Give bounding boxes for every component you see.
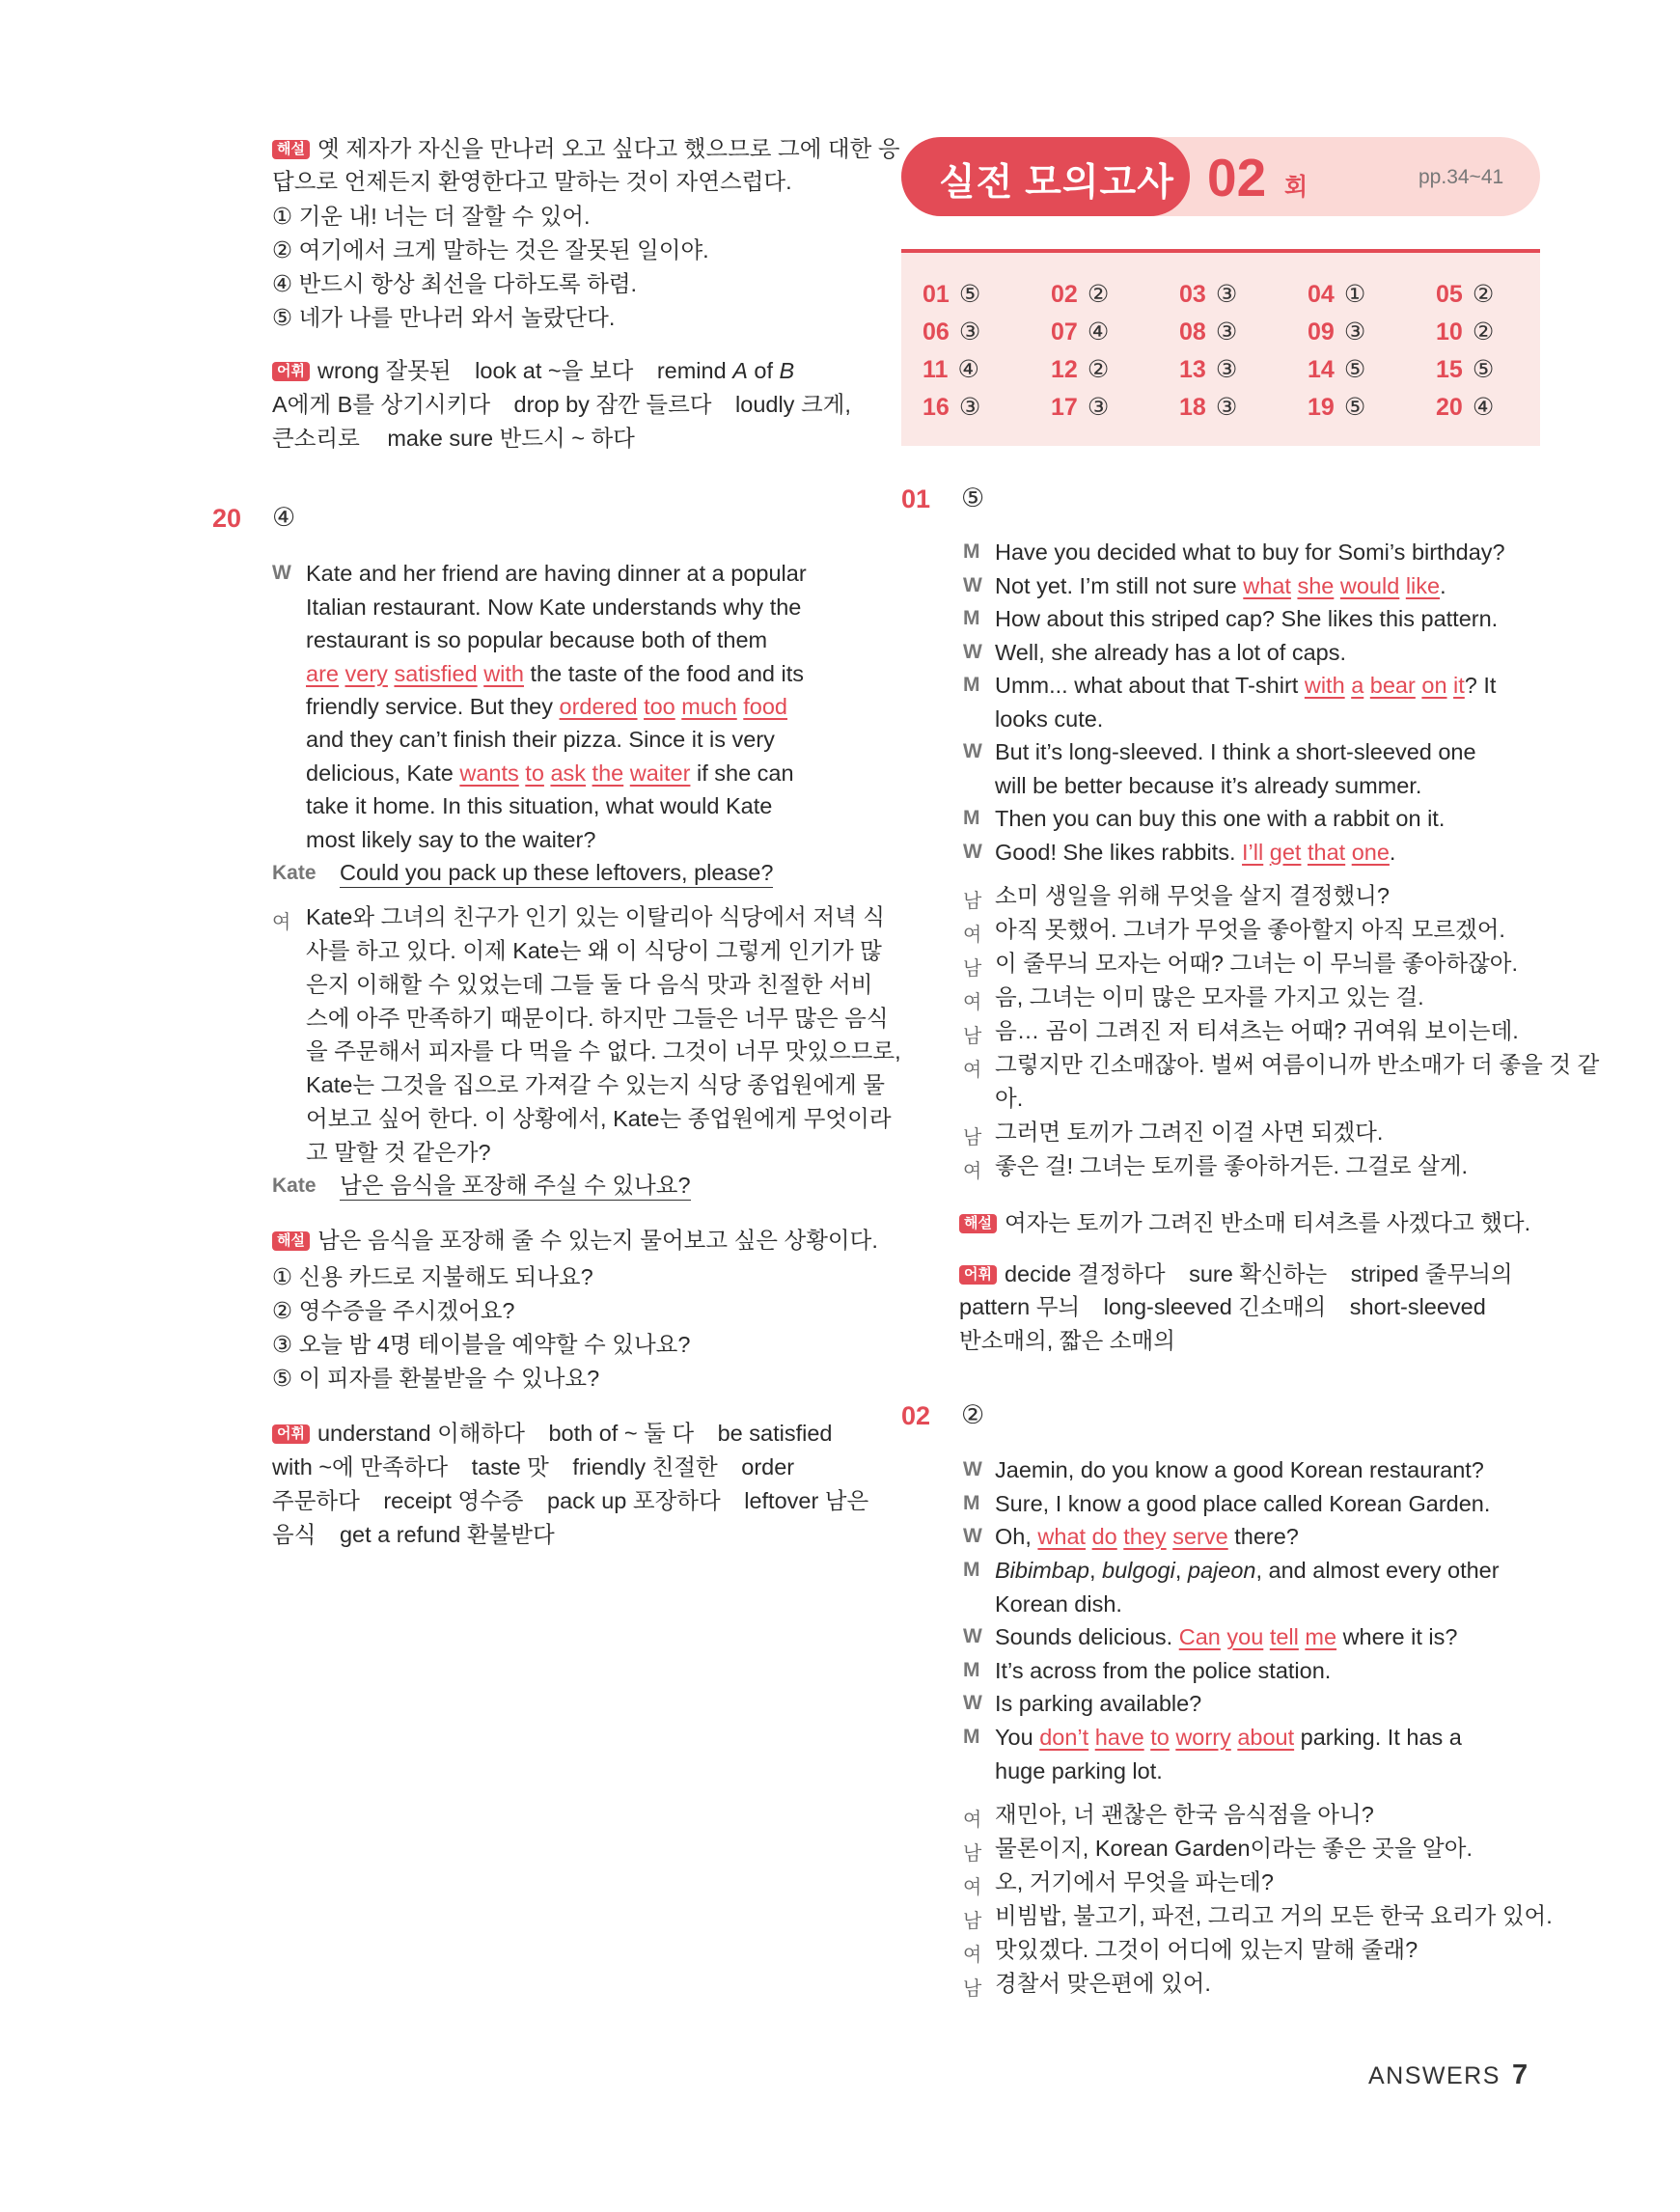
korean-line: 그러면 토끼가 그려진 이걸 사면 되겠다. [995, 1120, 1384, 1145]
answer-key-number: 05 [1436, 281, 1463, 308]
korean-speaker: 여 [963, 1877, 982, 1898]
korean-line: 음… 곰이 그려진 저 티셔츠는 어때? 귀여워 보이는데. [995, 1018, 1519, 1043]
answer-key-choice: ④ [1472, 394, 1495, 421]
vocab-tag: 어휘 [272, 362, 310, 381]
dialogue-line: Sounds delicious. Can you tell me where it is? [995, 1624, 1458, 1649]
banner-number: 02 [1207, 148, 1267, 207]
answer-key-item [1051, 280, 1109, 309]
answer-key-number: 04 [1308, 281, 1335, 308]
answer-key-number: 19 [1308, 394, 1335, 421]
vocab-line3: 주문하다 receipt 영수증 pack up 포장하다 leftover 남은 [272, 1488, 869, 1513]
explanation-tag: 해설 [272, 140, 310, 159]
vocab-line4: 음식 get a refund 환불받다 [272, 1522, 555, 1547]
dialogue-line: Have you decided what to buy for Somi’s birthday? [995, 539, 1505, 565]
speaker-label: W [963, 1458, 982, 1480]
dialogue-line: Good! She likes rabbits. I’ll get that one. [995, 840, 1396, 865]
speaker-label: M [963, 1559, 980, 1581]
answer-key-number: 09 [1308, 318, 1335, 346]
speaker-label: W [963, 1625, 982, 1647]
korean-speaker: 남 [963, 1843, 982, 1865]
vocab-line3: 반소매의, 짧은 소매의 [959, 1328, 1175, 1353]
dialogue-line: Bibimbap, bulgogi, pajeon, and almost every other [995, 1558, 1500, 1583]
kate-label: Kate [272, 862, 317, 884]
dialogue-line: Is parking available? [995, 1691, 1202, 1716]
speaker-label: W [963, 574, 982, 596]
choice: ① 신용 카드로 지불해도 되나요? [272, 1264, 593, 1289]
dialogue-line: Umm... what about that T-shirt with a bear on it? It [995, 673, 1497, 698]
dialogue-line: But it’s long-sleeved. I think a short-sleeved one [995, 739, 1476, 764]
dialogue-line: It’s across from the police station. [995, 1658, 1332, 1683]
korean-speaker: 남 [963, 1026, 982, 1047]
answer-key-item [1051, 393, 1109, 422]
dialogue-line: huge parking lot. [995, 1758, 1163, 1783]
dialogue-line: Korean dish. [995, 1591, 1122, 1617]
banner-title: 실전 모의고사 [939, 162, 1174, 204]
answer-key-item [1308, 280, 1365, 309]
answer-key-number: 16 [923, 394, 950, 421]
prev-explanation-line2: 답으로 언제든지 환영한다고 말하는 것이 자연스럽다. [272, 169, 792, 194]
passage-line: Kate and her friend are having dinner at a popular [306, 561, 807, 586]
korean-speaker: 여 [963, 1161, 982, 1182]
prev-choice: ④ 반드시 항상 최선을 다하도록 하렴. [272, 271, 638, 296]
dialogue-line: You don’t have to worry about parking. It has a [995, 1725, 1462, 1750]
question-answer: ② [961, 1400, 985, 1429]
prev-explanation-line1: 해설 옛 제자가 자신을 만나러 오고 싶다고 했으므로 그에 대한 응 [272, 135, 900, 162]
speaker-label: W [963, 740, 982, 762]
answer-key-number: 13 [1179, 356, 1206, 383]
prev-vocab-line3: 큰소리로 make sure 반드시 ~ 하다 [272, 426, 635, 451]
korean-speaker: 여 [963, 992, 982, 1013]
korean-line: 재민아, 너 괜찮은 한국 음식점을 아니? [995, 1802, 1374, 1827]
answer-key-item [1308, 393, 1365, 422]
answer-key-number: 12 [1051, 356, 1078, 383]
answer-key-item [923, 280, 980, 309]
dialogue-line: How about this striped cap? She likes this pattern. [995, 606, 1499, 631]
korean-label: 여 [272, 912, 291, 933]
korean-line: 오, 거기에서 무엇을 파는데? [995, 1869, 1274, 1894]
answer-key-item [1179, 355, 1237, 384]
explanation-tag: 해설 [959, 1214, 997, 1233]
kate-answer: Could you pack up these leftovers, please? [340, 859, 773, 886]
answer-key-choice: ⑤ [1343, 356, 1366, 383]
speaker-label: M [963, 540, 980, 563]
answer-key-number: 06 [923, 318, 950, 346]
answer-key-item [1436, 318, 1494, 346]
answer-key-item [923, 393, 980, 422]
passage-line: friendly service. But they ordered too much food [306, 694, 788, 719]
korean-line: 경찰서 맞은편에 있어. [995, 1971, 1211, 1996]
dialogue-line: Not yet. I’m still not sure what she would like. [995, 573, 1446, 598]
answer-key-item [1051, 355, 1109, 384]
answer-key-number: 02 [1051, 281, 1078, 308]
speaker-label: W [272, 562, 291, 584]
answer-key-number: 20 [1436, 394, 1463, 421]
dialogue-line: Sure, I know a good place called Korean Garden. [995, 1491, 1491, 1516]
answer-key-item [923, 318, 980, 346]
prev-vocab-line2: A에게 B를 상기시키다 drop by 잠깐 들르다 loudly 크게, [272, 392, 851, 417]
footer-label: ANSWERS [1368, 2062, 1501, 2089]
answer-key-number: 14 [1308, 356, 1335, 383]
korean-line: 은지 이해할 수 있었는데 그들 둘 다 음식 맛과 친절한 서비 [306, 972, 873, 997]
speaker-label: M [963, 607, 980, 629]
question-number: 02 [901, 1401, 931, 1430]
answer-key-choice: ⑤ [1343, 394, 1366, 421]
dialogue-line: will be better because it’s already summer. [995, 773, 1422, 798]
question-answer: ④ [272, 503, 296, 532]
answer-key-choice: ③ [1215, 281, 1238, 308]
korean-line: 사를 하고 있다. 이제 Kate는 왜 이 식당이 그렇게 인기가 많 [306, 938, 882, 963]
korean-speaker: 남 [963, 1127, 982, 1148]
vocab-line1: 어휘 understand 이해하다 both of ~ 둘 다 be satisfied [272, 1420, 832, 1447]
prev-vocab-line1: 어휘 wrong 잘못된 look at ~을 보다 remind A of B [272, 357, 794, 384]
dialogue-line: Oh, what do they serve there? [995, 1524, 1299, 1549]
test-banner [901, 137, 1540, 216]
korean-line: 음, 그녀는 이미 많은 모자를 가지고 있는 걸. [995, 984, 1424, 1009]
speaker-label: W [963, 841, 982, 863]
choice: ⑤ 이 피자를 환불받을 수 있나요? [272, 1366, 600, 1391]
page-number: 7 [1512, 2060, 1529, 2090]
answer-key-choice: ② [1087, 281, 1110, 308]
banner-suffix: 회 [1284, 174, 1308, 201]
vocab-tag: 어휘 [272, 1424, 310, 1444]
korean-line: Kate와 그녀의 친구가 인기 있는 이탈리아 식당에서 저녁 식 [306, 904, 885, 929]
speaker-label: M [963, 1659, 980, 1681]
answer-key-choice: ③ [958, 394, 981, 421]
prev-choice: ① 기운 내! 너는 더 잘할 수 있어. [272, 204, 591, 229]
answer-key-choice: ③ [1215, 318, 1238, 346]
korean-line: 그렇지만 긴소매잖아. 벌써 여름이니까 반소매가 더 좋을 것 같 [995, 1052, 1600, 1077]
answer-key-number: 17 [1051, 394, 1078, 421]
banner-pill [901, 137, 1190, 216]
answer-key-number: 11 [923, 356, 949, 383]
korean-line: 소미 생일을 위해 무엇을 살지 결정했니? [995, 883, 1390, 908]
korean-line: Kate는 그것을 집으로 가져갈 수 있는지 식당 종업원에게 물 [306, 1072, 885, 1097]
prev-choice: ② 여기에서 크게 말하는 것은 잘못된 일이야. [272, 237, 709, 263]
answer-key-choice: ⑤ [1472, 356, 1495, 383]
dialogue-line: looks cute. [995, 706, 1104, 732]
answer-key-choice: ② [1087, 356, 1110, 383]
vocab-line1: 어휘 decide 결정하다 sure 확신하는 striped 줄무늬의 [959, 1260, 1513, 1287]
speaker-label: W [963, 641, 982, 663]
korean-speaker: 여 [963, 925, 982, 946]
answer-key-item [1051, 318, 1109, 346]
vocab-line2: pattern 무늬 long-sleeved 긴소매의 short-sleeved [959, 1294, 1486, 1319]
answer-key-item [923, 355, 979, 384]
answer-key-choice: ③ [1087, 394, 1110, 421]
kate-label: Kate [272, 1175, 317, 1197]
passage-line: Italian restaurant. Now Kate understands why the [306, 594, 802, 620]
dialogue-line: Then you can buy this one with a rabbit on it. [995, 806, 1446, 831]
answer-key-item [1436, 355, 1494, 384]
korean-line: 어보고 싶어 한다. 이 상황에서, Kate는 종업원에게 무엇이라 [306, 1106, 892, 1131]
answer-key-item [1179, 318, 1237, 346]
answer-key-number: 10 [1436, 318, 1463, 346]
answer-key-choice: ② [1472, 281, 1495, 308]
answer-key-choice: ⑤ [958, 281, 981, 308]
kate-korean-answer: 남은 음식을 포장해 주실 수 있나요? [340, 1172, 691, 1199]
question-answer: ⑤ [961, 484, 985, 512]
answer-key-number: 03 [1179, 281, 1206, 308]
answer-key-item [1179, 280, 1237, 309]
passage-line: delicious, Kate wants to ask the waiter if she can [306, 760, 794, 786]
answer-key-choice: ② [1472, 318, 1495, 346]
passage-line: restaurant is so popular because both of them [306, 627, 768, 652]
answer-key-number: 15 [1436, 356, 1463, 383]
korean-speaker: 남 [963, 891, 982, 912]
korean-line: 을 주문해서 피자를 다 먹을 수 없다. 그것이 너무 맛있으므로, [306, 1038, 901, 1064]
answer-key-item [1308, 318, 1365, 346]
korean-line: 좋은 걸! 그녀는 토끼를 좋아하거든. 그걸로 살게. [995, 1153, 1469, 1178]
banner-pages: pp.34~41 [1418, 166, 1504, 188]
explanation: 해설 여자는 토끼가 그려진 반소매 티셔츠를 사겠다고 했다. [959, 1209, 1530, 1236]
answer-key-number: 07 [1051, 318, 1078, 346]
explanation: 해설 남은 음식을 포장해 줄 수 있는지 물어보고 싶은 상황이다. [272, 1227, 878, 1254]
korean-line: 고 말할 것 같은가? [306, 1140, 491, 1165]
choice: ② 영수증을 주시겠어요? [272, 1298, 515, 1323]
prev-choice: ⑤ 네가 나를 만나러 와서 놀랐단다. [272, 305, 616, 330]
speaker-label: M [963, 674, 980, 696]
dialogue-line: Well, she already has a lot of caps. [995, 640, 1347, 665]
choice: ③ 오늘 밤 4명 테이블을 예약할 수 있나요? [272, 1332, 691, 1357]
answer-key-item [1179, 393, 1237, 422]
answer-key-choice: ③ [1343, 318, 1366, 346]
passage-line: most likely say to the waiter? [306, 827, 596, 852]
speaker-label: W [963, 1692, 982, 1714]
korean-speaker: 남 [963, 958, 982, 980]
korean-speaker: 남 [963, 1978, 982, 2000]
korean-speaker: 여 [963, 1060, 982, 1081]
answer-key-number: 01 [923, 281, 950, 308]
answer-key-choice: ④ [957, 356, 979, 383]
speaker-label: W [963, 1525, 982, 1547]
korean-line: 맛있겠다. 그것이 어디에 있는지 말해 줄래? [995, 1937, 1418, 1962]
answer-key-choice: ③ [1215, 356, 1238, 383]
korean-line: 비빔밥, 불고기, 파전, 그리고 거의 모든 한국 요리가 있어. [995, 1903, 1553, 1928]
korean-speaker: 남 [963, 1911, 982, 1932]
answer-key-item [1436, 280, 1494, 309]
speaker-label: M [963, 1726, 980, 1748]
korean-line: 스에 아주 만족하기 때문이다. 하지만 그들은 너무 많은 음식 [306, 1006, 889, 1031]
korean-line: 아직 못했어. 그녀가 무엇을 좋아할지 아직 모르겠어. [995, 917, 1505, 942]
answer-key-choice: ④ [1087, 318, 1110, 346]
korean-line: 이 줄무늬 모자는 어때? 그녀는 이 무늬를 좋아하잖아. [995, 951, 1519, 976]
speaker-label: M [963, 807, 980, 829]
answer-key-item [1308, 355, 1365, 384]
passage-line: are very satisfied with the taste of the food and its [306, 661, 805, 686]
answer-key-choice: ① [1343, 281, 1366, 308]
dialogue-line: Jaemin, do you know a good Korean restaurant? [995, 1457, 1484, 1482]
explanation-tag: 해설 [272, 1231, 310, 1251]
korean-line: 물론이지, Korean Garden이라는 좋은 곳을 알아. [995, 1836, 1473, 1861]
question-number: 01 [901, 484, 931, 513]
passage-line: take it home. In this situation, what would Kate [306, 793, 773, 818]
speaker-label: M [963, 1492, 980, 1514]
answer-key-item [1436, 393, 1494, 422]
question-number: 20 [212, 504, 242, 533]
vocab-tag: 어휘 [959, 1265, 997, 1285]
korean-line: 아. [995, 1086, 1024, 1111]
passage-line: and they can’t finish their pizza. Since it is very [306, 727, 775, 752]
vocab-line2: with ~에 만족하다 taste 맛 friendly 친절한 order [272, 1454, 795, 1479]
answer-key-number: 08 [1179, 318, 1206, 346]
answer-key-box [901, 249, 1540, 446]
answer-key-number: 18 [1179, 394, 1206, 421]
answer-key-choice: ③ [958, 318, 981, 346]
korean-speaker: 여 [963, 1945, 982, 1966]
korean-speaker: 여 [963, 1810, 982, 1831]
answer-key-choice: ③ [1215, 394, 1238, 421]
